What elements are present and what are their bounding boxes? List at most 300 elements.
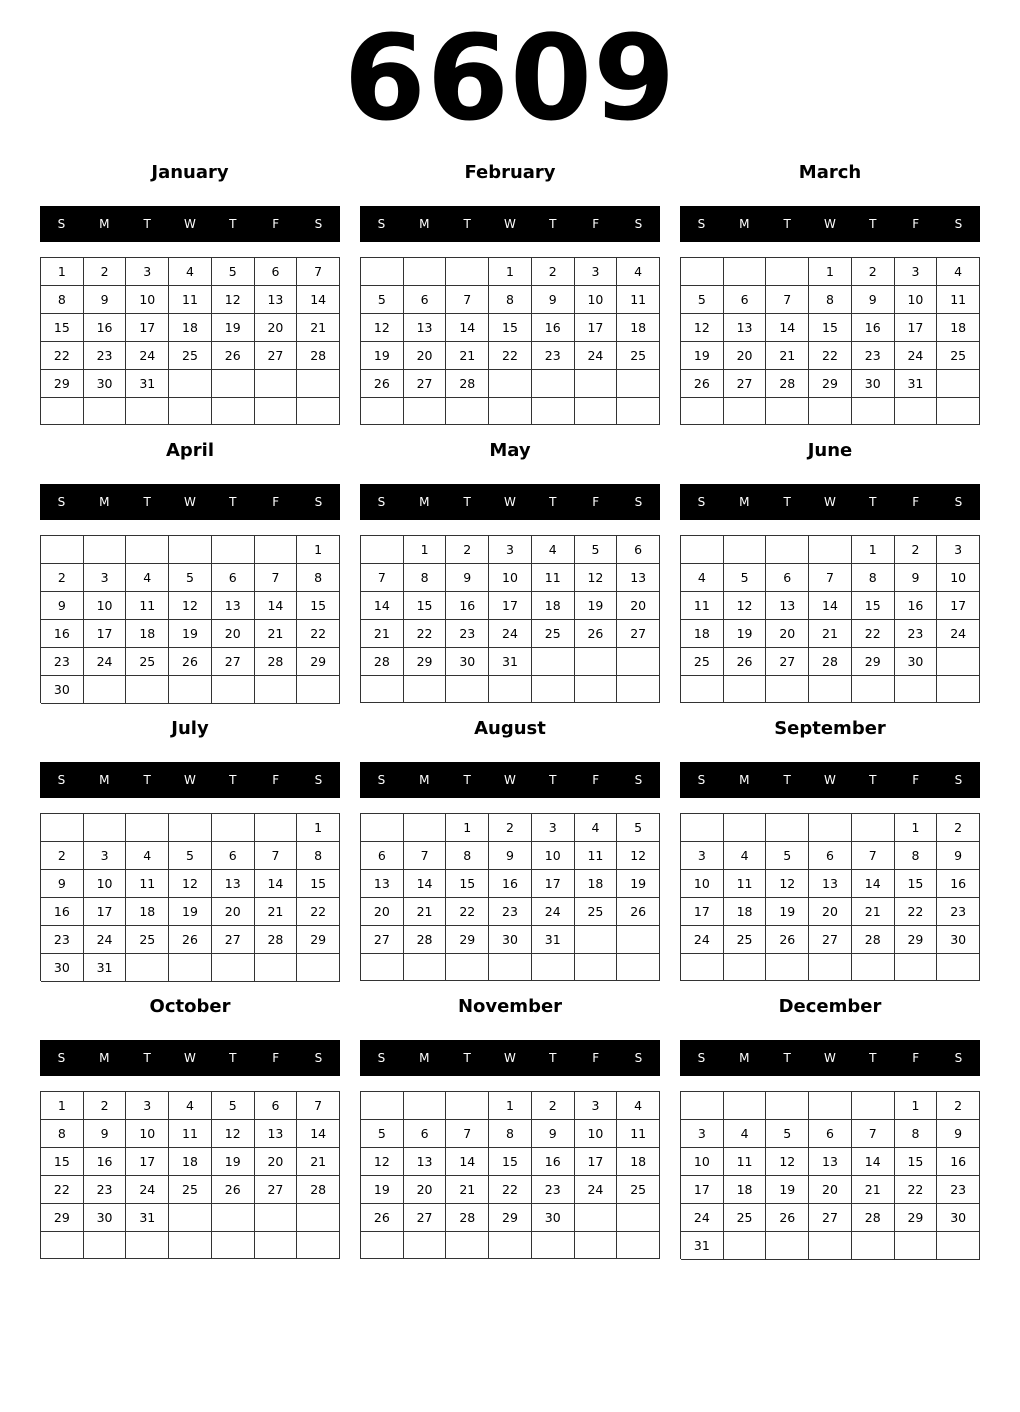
day-cell: 13 [361,870,404,898]
day-cell: 9 [41,592,84,620]
weekday-label: F [592,217,600,231]
empty-day-cell [852,814,895,842]
day-cell: 5 [724,564,767,592]
day-cell: 11 [169,1120,212,1148]
weekday-label: W [184,1051,196,1065]
weekday-label: T [869,1051,877,1065]
day-cell: 16 [532,314,575,342]
day-cell: 18 [575,870,618,898]
empty-day-cell [724,1232,767,1260]
weekday-label: F [272,217,280,231]
empty-day-cell [169,814,212,842]
day-cell: 9 [852,286,895,314]
day-cell: 2 [446,536,489,564]
day-cell: 2 [84,1092,127,1120]
weekday-label: S [634,1051,643,1065]
day-cell: 9 [41,870,84,898]
day-cell: 21 [297,314,340,342]
empty-day-cell [446,1092,489,1120]
day-cell: 25 [681,648,724,676]
day-cell: 23 [937,898,980,926]
weekday-label: M [739,773,750,787]
empty-day-cell [84,536,127,564]
empty-day-cell [937,648,980,676]
day-cell: 14 [446,314,489,342]
day-cell: 15 [895,870,938,898]
weekday-header [360,1040,660,1076]
weekday-label: S [954,773,963,787]
weekday-header [360,762,660,798]
day-cell: 25 [575,898,618,926]
day-cell: 10 [575,1120,618,1148]
day-cell: 15 [809,314,852,342]
day-cell: 17 [575,1148,618,1176]
empty-day-cell [766,398,809,425]
empty-day-cell [724,954,767,981]
day-cell: 18 [937,314,980,342]
day-cell: 24 [532,898,575,926]
day-cell: 31 [126,1204,169,1232]
weekday-label: T [549,773,557,787]
empty-day-cell [681,398,724,425]
day-cell: 30 [852,370,895,398]
empty-day-cell [809,954,852,981]
day-cell: 14 [361,592,404,620]
empty-day-cell [766,1092,809,1120]
weekday-label: M [99,495,110,509]
empty-day-cell [212,954,255,982]
weekday-label: S [377,217,386,231]
day-cell: 24 [84,926,127,954]
day-cell: 7 [446,1120,489,1148]
empty-day-cell [255,1204,298,1232]
day-cell: 23 [895,620,938,648]
day-cell: 10 [937,564,980,592]
day-cell: 2 [937,814,980,842]
empty-day-cell [724,1092,767,1120]
weekday-label: T [143,773,151,787]
day-cell: 5 [766,1120,809,1148]
day-cell: 13 [212,592,255,620]
day-cell: 15 [41,314,84,342]
empty-day-cell [724,258,767,286]
day-cell: 4 [126,842,169,870]
day-cell: 2 [937,1092,980,1120]
day-cell: 30 [937,926,980,954]
day-cell: 5 [361,286,404,314]
day-cell: 8 [404,564,447,592]
day-cell: 12 [212,1120,255,1148]
day-cell: 24 [84,648,127,676]
day-cell: 13 [809,870,852,898]
day-cell: 9 [532,1120,575,1148]
month-name: April [165,440,215,461]
day-cell: 5 [169,842,212,870]
empty-day-cell [724,536,767,564]
day-cell: 24 [937,620,980,648]
day-cell: 5 [212,258,255,286]
day-cell: 2 [41,564,84,592]
empty-day-cell [766,258,809,286]
weekday-label: W [184,773,196,787]
empty-day-cell [937,676,980,703]
day-cell: 1 [41,1092,84,1120]
day-cell: 26 [617,898,660,926]
day-cell: 16 [937,870,980,898]
empty-day-cell [212,536,255,564]
weekday-label: S [634,773,643,787]
empty-day-cell [126,1232,169,1259]
empty-day-cell [617,398,660,425]
weekday-label: S [634,217,643,231]
day-cell: 25 [617,342,660,370]
day-cell: 28 [404,926,447,954]
day-cell: 27 [724,370,767,398]
weekday-label: T [783,1051,791,1065]
day-cell: 9 [84,1120,127,1148]
day-grid [40,1091,340,1259]
day-cell: 3 [126,258,169,286]
day-cell: 6 [766,564,809,592]
weekday-label: T [229,217,237,231]
day-cell: 5 [575,536,618,564]
day-cell: 16 [41,620,84,648]
day-cell: 18 [681,620,724,648]
empty-day-cell [84,814,127,842]
day-cell: 12 [575,564,618,592]
month-name: March [798,162,862,183]
empty-day-cell [169,676,212,704]
empty-day-cell [809,536,852,564]
empty-day-cell [41,398,84,425]
weekday-label: F [272,773,280,787]
day-cell: 21 [852,898,895,926]
empty-day-cell [126,814,169,842]
day-cell: 18 [169,1148,212,1176]
day-cell: 29 [446,926,489,954]
empty-day-cell [404,398,447,425]
day-cell: 30 [41,676,84,704]
day-cell: 30 [446,648,489,676]
day-cell: 19 [724,620,767,648]
day-cell: 22 [489,342,532,370]
empty-day-cell [809,676,852,703]
weekday-label: W [824,773,836,787]
day-cell: 20 [809,898,852,926]
month-name: July [171,718,209,739]
day-cell: 8 [297,564,340,592]
empty-day-cell [766,676,809,703]
day-cell: 26 [169,926,212,954]
day-cell: 2 [489,814,532,842]
empty-day-cell [852,398,895,425]
weekday-label: S [377,773,386,787]
day-cell: 8 [895,1120,938,1148]
day-cell: 17 [489,592,532,620]
empty-day-cell [575,676,618,703]
day-cell: 4 [169,258,212,286]
day-cell: 23 [446,620,489,648]
day-cell: 8 [895,842,938,870]
empty-day-cell [575,1232,618,1259]
day-cell: 11 [937,286,980,314]
day-cell: 7 [361,564,404,592]
day-cell: 17 [895,314,938,342]
day-cell: 22 [895,1176,938,1204]
day-cell: 3 [84,842,127,870]
day-cell: 7 [404,842,447,870]
empty-day-cell [255,814,298,842]
weekday-label: T [783,773,791,787]
weekday-label: T [463,1051,471,1065]
empty-day-cell [852,1232,895,1260]
day-cell: 15 [489,314,532,342]
day-cell: 7 [297,1092,340,1120]
empty-day-cell [361,398,404,425]
day-cell: 20 [809,1176,852,1204]
empty-day-cell [766,814,809,842]
empty-day-cell [766,1232,809,1260]
day-cell: 8 [297,842,340,870]
day-cell: 30 [41,954,84,982]
weekday-label: F [272,1051,280,1065]
day-cell: 10 [575,286,618,314]
day-cell: 14 [852,1148,895,1176]
day-cell: 24 [681,1204,724,1232]
day-cell: 12 [361,314,404,342]
empty-day-cell [575,954,618,981]
empty-day-cell [212,814,255,842]
day-cell: 3 [681,842,724,870]
empty-day-cell [169,1204,212,1232]
day-cell: 6 [255,258,298,286]
day-cell: 28 [446,1204,489,1232]
day-cell: 6 [212,564,255,592]
empty-day-cell [724,814,767,842]
day-cell: 19 [617,870,660,898]
day-cell: 5 [169,564,212,592]
day-cell: 19 [169,620,212,648]
empty-day-cell [617,648,660,676]
empty-day-cell [681,536,724,564]
day-grid [680,1091,980,1259]
empty-day-cell [297,398,340,425]
year-title: 6609 [343,9,677,147]
weekday-label: W [824,217,836,231]
empty-day-cell [681,814,724,842]
day-cell: 7 [446,286,489,314]
day-cell: 28 [255,926,298,954]
day-cell: 8 [489,286,532,314]
day-cell: 23 [852,342,895,370]
day-cell: 29 [895,1204,938,1232]
day-cell: 20 [255,1148,298,1176]
day-cell: 25 [937,342,980,370]
weekday-label: S [57,217,66,231]
empty-day-cell [809,398,852,425]
day-cell: 22 [895,898,938,926]
day-cell: 3 [489,536,532,564]
empty-day-cell [809,1232,852,1260]
weekday-label: S [954,217,963,231]
weekday-label: F [912,773,920,787]
day-cell: 29 [852,648,895,676]
month-name: June [807,440,853,461]
day-cell: 26 [169,648,212,676]
day-cell: 8 [41,1120,84,1148]
day-cell: 24 [126,1176,169,1204]
weekday-label: M [739,1051,750,1065]
day-cell: 18 [126,620,169,648]
weekday-label: F [592,495,600,509]
day-cell: 30 [84,370,127,398]
weekday-label: S [314,495,323,509]
weekday-label: W [824,495,836,509]
day-cell: 4 [532,536,575,564]
day-cell: 4 [617,258,660,286]
day-cell: 14 [297,1120,340,1148]
day-cell: 24 [575,1176,618,1204]
day-cell: 16 [532,1148,575,1176]
day-cell: 13 [766,592,809,620]
day-cell: 11 [126,870,169,898]
empty-day-cell [617,1232,660,1259]
day-cell: 25 [724,926,767,954]
empty-day-cell [297,676,340,704]
empty-day-cell [617,370,660,398]
weekday-label: S [57,773,66,787]
day-cell: 5 [681,286,724,314]
day-cell: 21 [446,342,489,370]
day-cell: 21 [404,898,447,926]
day-cell: 1 [446,814,489,842]
weekday-label: T [869,217,877,231]
day-cell: 20 [212,620,255,648]
day-cell: 20 [361,898,404,926]
day-cell: 23 [489,898,532,926]
empty-day-cell [255,370,298,398]
weekday-label: S [954,1051,963,1065]
empty-day-cell [41,536,84,564]
empty-day-cell [212,676,255,704]
day-cell: 11 [575,842,618,870]
day-cell: 28 [361,648,404,676]
empty-day-cell [169,536,212,564]
day-cell: 20 [404,1176,447,1204]
empty-day-cell [532,676,575,703]
empty-day-cell [126,536,169,564]
day-cell: 27 [404,1204,447,1232]
day-cell: 7 [297,258,340,286]
day-cell: 10 [895,286,938,314]
day-cell: 22 [489,1176,532,1204]
day-cell: 6 [212,842,255,870]
day-cell: 22 [446,898,489,926]
empty-day-cell [489,370,532,398]
empty-day-cell [809,814,852,842]
empty-day-cell [895,1232,938,1260]
day-cell: 30 [84,1204,127,1232]
weekday-label: T [229,773,237,787]
day-cell: 7 [852,1120,895,1148]
day-cell: 17 [575,314,618,342]
day-cell: 15 [489,1148,532,1176]
day-cell: 10 [532,842,575,870]
day-cell: 12 [681,314,724,342]
weekday-label: S [314,217,323,231]
weekday-header [40,762,340,798]
day-cell: 27 [212,926,255,954]
day-cell: 13 [212,870,255,898]
day-cell: 10 [489,564,532,592]
empty-day-cell [297,1204,340,1232]
month-name: October [149,996,231,1017]
day-cell: 21 [361,620,404,648]
day-cell: 29 [41,1204,84,1232]
day-cell: 10 [681,870,724,898]
day-grid [40,535,340,703]
day-cell: 7 [766,286,809,314]
day-cell: 12 [766,1148,809,1176]
day-cell: 28 [766,370,809,398]
empty-day-cell [617,954,660,981]
day-cell: 27 [255,342,298,370]
day-cell: 7 [852,842,895,870]
weekday-header [40,206,340,242]
day-cell: 15 [404,592,447,620]
weekday-label: M [419,495,430,509]
empty-day-cell [361,1092,404,1120]
day-cell: 21 [766,342,809,370]
empty-day-cell [532,370,575,398]
day-cell: 19 [212,1148,255,1176]
empty-day-cell [169,370,212,398]
day-cell: 25 [617,1176,660,1204]
empty-day-cell [84,1232,127,1259]
weekday-label: M [99,217,110,231]
day-cell: 26 [766,1204,809,1232]
empty-day-cell [489,398,532,425]
day-cell: 26 [212,342,255,370]
day-cell: 9 [446,564,489,592]
day-cell: 2 [532,1092,575,1120]
day-cell: 11 [617,1120,660,1148]
weekday-label: M [419,217,430,231]
empty-day-cell [617,676,660,703]
day-cell: 2 [895,536,938,564]
day-cell: 24 [895,342,938,370]
day-cell: 24 [681,926,724,954]
weekday-header [40,484,340,520]
day-cell: 13 [255,286,298,314]
empty-day-cell [575,370,618,398]
day-cell: 16 [852,314,895,342]
empty-day-cell [255,1232,298,1259]
day-cell: 31 [84,954,127,982]
day-cell: 15 [895,1148,938,1176]
month-name: January [151,162,229,183]
empty-day-cell [126,954,169,982]
day-cell: 1 [41,258,84,286]
empty-day-cell [212,1204,255,1232]
day-cell: 21 [297,1148,340,1176]
day-cell: 9 [532,286,575,314]
empty-day-cell [169,398,212,425]
empty-day-cell [361,814,404,842]
empty-day-cell [361,676,404,703]
day-cell: 28 [446,370,489,398]
empty-day-cell [212,370,255,398]
